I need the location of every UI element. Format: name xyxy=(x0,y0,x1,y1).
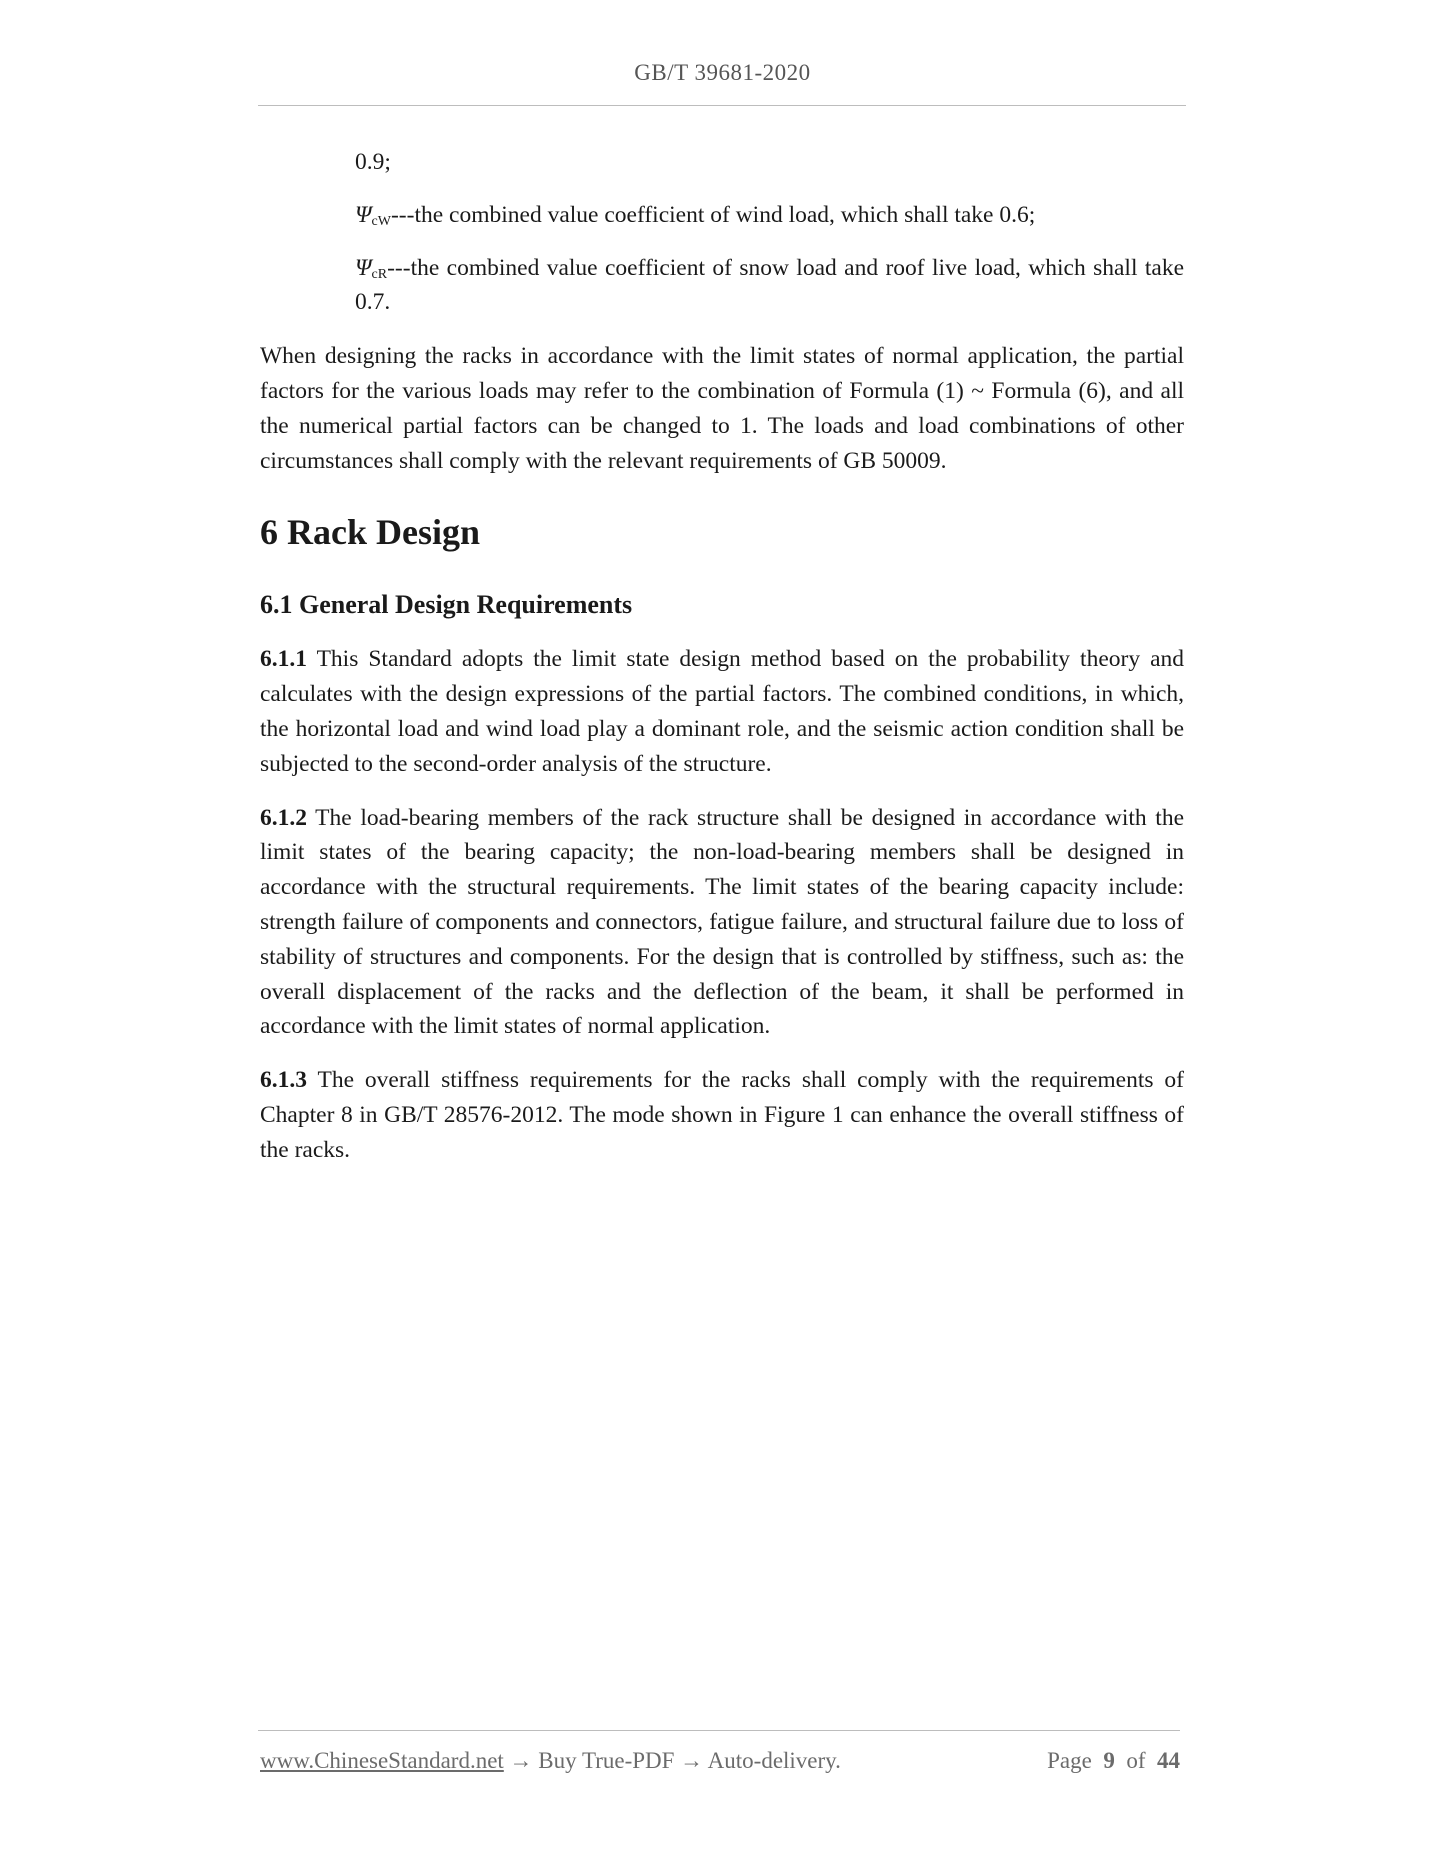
clause-6-1-2 xyxy=(260,801,1184,1045)
page-label: Page xyxy=(1047,1748,1092,1773)
clause-text: This Standard adopts the limit state design method based on the probability theory and calculates with the design expressions of the partial factors. The combined conditions, in which, the horizontal load and wind load play a dominant role, and the seismic action condition shall be subjected to the second-order analysis of the structure. xyxy=(260,646,1184,777)
page-total: 44 xyxy=(1157,1748,1180,1773)
clause-6-1-3 xyxy=(260,1063,1184,1167)
psi-symbol: Ψ xyxy=(355,254,372,281)
footer-site-link[interactable]: www.ChineseStandard.net xyxy=(260,1748,504,1773)
subsection-heading: 6.1 General Design Requirements xyxy=(260,590,633,620)
header-title: GB/T 39681-2020 xyxy=(634,60,811,85)
page-indicator xyxy=(1047,1748,1180,1774)
header-divider xyxy=(258,105,1186,106)
psi-subscript: cR xyxy=(371,266,388,282)
footer xyxy=(260,1748,1180,1774)
psi-wind-definition xyxy=(260,198,1184,233)
page-content xyxy=(260,145,1184,1168)
clause-number: 6.1.1 xyxy=(260,646,307,673)
clause-text: The load-bearing members of the rack structure shall be designed in accordance with the limit states of the bearing capacity; the non-load-bearing members shall be designed in accordance with the structural requirements. The limit states of the bearing capacity include: strength failure of components and connectors, fatigue failure, and structural failure due to loss of stability of structures and components. For the design that is controlled by stiffness, such as: the overall displacement of the racks and the deflection of the beam, it shall be performed in accordance with the limit states of normal application. xyxy=(260,804,1184,1040)
formula-continuation: 0.9; xyxy=(355,149,391,175)
psi-subscript: cW xyxy=(371,213,391,229)
psi-symbol: Ψ xyxy=(355,201,372,228)
clause-text: The overall stiffness requirements for the racks shall comply with the requirements of Chapter 8 in GB/T 28576-2012. The mode shown in Figure 1 can enhance the overall stiffness of the racks. xyxy=(260,1067,1184,1163)
page-number: 9 xyxy=(1103,1748,1115,1773)
normal-application-paragraph: When designing the racks in accordance with the limit states of normal application, the partial factors for the various loads may refer to the combination of Formula (1) ~ Formula (6), and all the numerical partial factors can be changed to 1. The loads and load combinations of other circumstances shall comply with the relevant requirements of GB 50009. xyxy=(260,343,1184,474)
section-heading: 6 Rack Design xyxy=(260,512,481,553)
clause-number: 6.1.3 xyxy=(260,1067,307,1094)
clause-6-1-1 xyxy=(260,642,1184,781)
footer-divider xyxy=(258,1730,1180,1731)
footer-promo: → Buy True-PDF → Auto-delivery. xyxy=(503,1748,841,1773)
of-label: of xyxy=(1126,1748,1146,1773)
clause-number: 6.1.2 xyxy=(260,804,307,831)
psi-snow-definition xyxy=(260,251,1184,321)
psi-wind-text: ---the combined value coefficient of wind load, which shall take 0.6; xyxy=(390,201,1036,228)
psi-snow-text: ---the combined value coefficient of snow load and roof live load, which shall take 0.7. xyxy=(355,254,1184,316)
